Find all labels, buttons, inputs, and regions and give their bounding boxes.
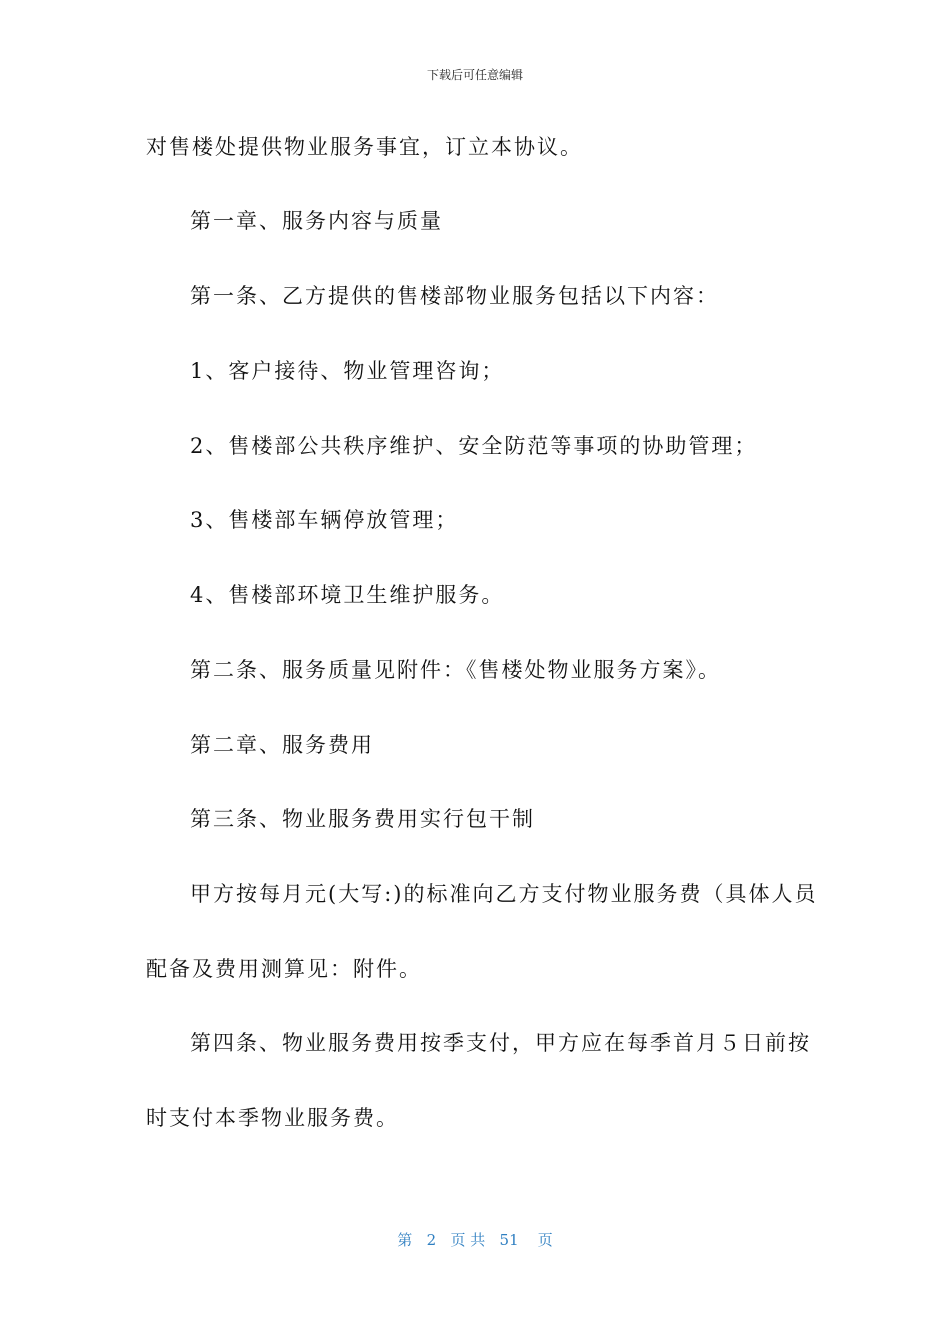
paragraph-line: 配备及费用测算见：附件。 bbox=[146, 957, 422, 981]
chapter-heading: 第二章、服务费用 bbox=[190, 733, 374, 757]
page-prefix: 第 bbox=[397, 1231, 413, 1249]
article-heading: 第三条、物业服务费用实行包干制 bbox=[190, 807, 535, 831]
chapter-heading: 第一章、服务内容与质量 bbox=[190, 209, 443, 233]
list-item: 1、客户接待、物业管理咨询； bbox=[190, 359, 505, 383]
page-number-current: 2 bbox=[426, 1231, 437, 1249]
article-heading: 第二条、服务质量见附件：《售楼处物业服务方案》。 bbox=[190, 658, 721, 682]
page-mid-text: 页 共 bbox=[450, 1231, 486, 1249]
page-number-total: 51 bbox=[499, 1231, 519, 1249]
page-footer bbox=[0, 1229, 950, 1250]
paragraph-line: 对售楼处提供物业服务事宜，订立本协议。 bbox=[146, 135, 583, 159]
list-item: 2、售楼部公共秩序维护、安全防范等事项的协助管理； bbox=[190, 434, 758, 458]
list-item: 4、售楼部环境卫生维护服务。 bbox=[190, 583, 505, 607]
paragraph-line: 第四条、物业服务费用按季支付，甲方应在每季首月５日前按 bbox=[190, 1031, 811, 1055]
list-item: 3、售楼部车辆停放管理； bbox=[190, 508, 459, 532]
paragraph-line: 时支付本季物业服务费。 bbox=[146, 1106, 399, 1130]
article-heading: 第一条、乙方提供的售楼部物业服务包括以下内容： bbox=[190, 284, 719, 308]
paragraph-line: 甲方按每月元(大写:)的标准向乙方支付物业服务费（具体人员 bbox=[190, 882, 818, 906]
page-header-note: 下载后可任意编辑 bbox=[426, 68, 523, 82]
page-suffix: 页 bbox=[537, 1231, 553, 1249]
